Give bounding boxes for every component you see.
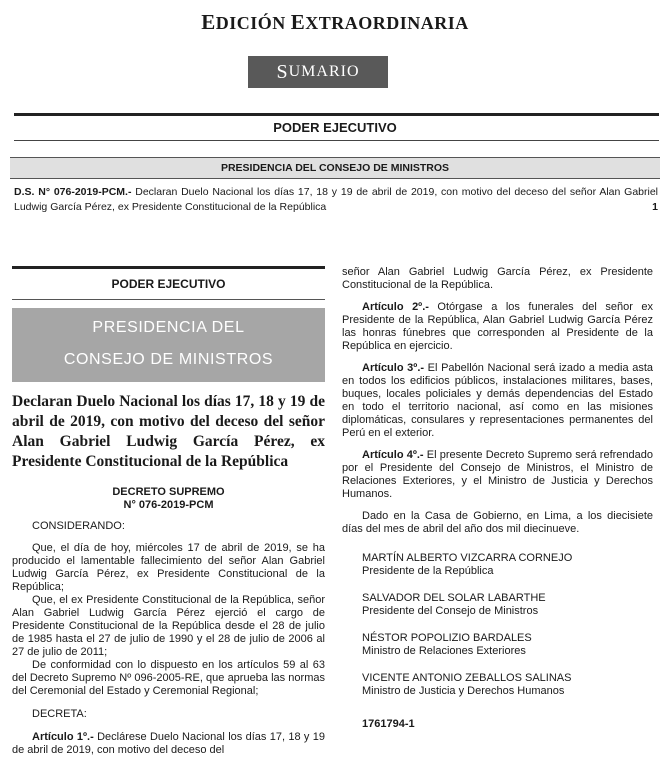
article-1-continued: señor Alan Gabriel Ludwig García Pérez, ex Presidente Constitucional de la República. (342, 266, 653, 291)
signature-role: Presidente del Consejo de Ministros (362, 605, 539, 617)
summary-page-number: 1 (652, 201, 658, 213)
signature-name: NÉSTOR POPOLIZIO BARDALES (362, 632, 532, 644)
signatures (342, 552, 653, 698)
considerando-para-1: Que, el día de hoy, miércoles 17 de abril de 2019, se ha producido el lamentable fallecimiento del señor Alan Gabriel Ludwig García Pérez, ex Presidente Constitucional de la República; (12, 542, 325, 593)
article-4 (342, 449, 653, 501)
decree-headline: Declaran Duelo Nacional los días 17, 18 y 19 de abril de 2019, con motivo del deceso del señor Alan Gabriel Ludwig García Pérez, ex Presidente Constitucional de la República (12, 393, 325, 470)
article-1-text: Declárese Duelo Nacional los días 17, 18 y 19 de abril de 2019, con motivo del deceso del (12, 731, 326, 756)
article-1-label: Artículo 1º.- (32, 731, 94, 743)
article-3 (342, 362, 653, 440)
presidencia-block (12, 308, 325, 382)
summary-code: D.S. N° 076-2019-PCM.- (14, 186, 132, 198)
left-section-title: PODER EJECUTIVO (12, 266, 325, 300)
divider-section (14, 140, 659, 141)
decreta-label: DECRETA: (32, 708, 87, 720)
signature-role: Ministro de Relaciones Exteriores (362, 645, 526, 657)
considerando-para-2: Que, el ex Presidente Constitucional de la República, señor Alan Gabriel Ludwig García Pérez ejerció el cargo de Presidente Constitucional de la República desde el 28 de julio de 1985 hasta el 27 de julio de 1990 y el 28 de julio de 2006 al 27 de julio de 2011; (12, 594, 325, 658)
document-number: 1761794-1 (362, 718, 415, 730)
article-3-label: Artículo 3º.- (362, 362, 425, 374)
article-1 (12, 731, 325, 757)
article-3-text: El Pabellón Nacional será izado a media asta en todos los edificios públicos, instalaciones militares, bases, buques, locales policiales y demás dependencias del Estado en todo el territorio nacional, así como en las misiones diplomáticas, consulares y representaciones permanentes del Perú en el exterior. (342, 362, 653, 439)
summary-section-title: PODER EJECUTIVO (273, 120, 397, 135)
edition-second-rest: XTRAORDINARIA (305, 13, 469, 33)
article-4-text: El presente Decreto Supremo será refrendado por el Presidente del Consejo de Ministros, el Ministro de Relaciones Exteriores, y el Ministro de Justicia y Derechos Humanos. (342, 449, 653, 500)
edition-title (0, 10, 670, 35)
signature-block (362, 632, 653, 658)
summary-text: Declaran Duelo Nacional los días 17, 18 y 19 de abril de 2019, con motivo del deceso del señor Alan Gabriel Ludwig García Pérez, ex Presidente Constitucional de la República (14, 186, 659, 213)
signature-name: VICENTE ANTONIO ZEBALLOS SALINAS (362, 672, 572, 684)
right-column (342, 266, 653, 730)
signature-name: MARTÍN ALBERTO VIZCARRA CORNEJO (362, 552, 573, 564)
article-2 (342, 301, 653, 353)
signature-block (362, 672, 653, 698)
edition-rest: DICIÓN (215, 13, 286, 33)
sumario-rest: UMARIO (288, 63, 360, 80)
dado-closing: Dado en la Casa de Gobierno, en Lima, a los diecisiete días del mes de abril del año dos mil diecinueve. (342, 510, 653, 535)
signature-block (362, 552, 653, 578)
signature-block (362, 592, 653, 618)
article-2-label: Artículo 2º.- (362, 301, 429, 313)
left-column (12, 266, 325, 757)
considerando-para-3: De conformidad con lo dispuesto en los artículos 59 al 63 del Decreto Supremo Nº 096-2005-RE, que aprueba las normas del Ceremonial del Estado y Ceremonial Regional; (12, 659, 325, 697)
summary-entry (14, 185, 658, 215)
sumario-box (248, 56, 388, 88)
divider-top (14, 113, 659, 116)
left-body (12, 520, 325, 757)
presidencia-line-1: PRESIDENCIA DEL (92, 319, 245, 336)
decree-title: DECRETO SUPREMO (112, 486, 225, 498)
edition-second-initial: E (290, 10, 306, 34)
signature-name: SALVADOR DEL SOLAR LABARTHE (362, 592, 546, 604)
presidencia-line-2: CONSEJO DE MINISTROS (63, 351, 274, 368)
article-2-text: Otórgase a los funerales del señor ex Presidente de la República, Alan Gabriel Ludwig García Pérez las honras fúnebres que corresponden al Presidente de la República en ejercicio. (342, 301, 653, 352)
summary-subsection-band: PRESIDENCIA DEL CONSEJO DE MINISTROS (10, 157, 660, 179)
sumario-initial: S (276, 60, 289, 83)
article-4-label: Artículo 4º.- (362, 449, 424, 461)
decree-heading (12, 486, 325, 512)
signature-role: Presidente de la República (362, 565, 494, 577)
right-body (342, 266, 653, 536)
edition-initial: E (201, 10, 216, 34)
signature-role: Ministro de Justicia y Derechos Humanos (362, 685, 565, 697)
considerando-label: CONSIDERANDO: (32, 520, 125, 532)
decree-number: N° 076-2019-PCM (123, 499, 214, 511)
